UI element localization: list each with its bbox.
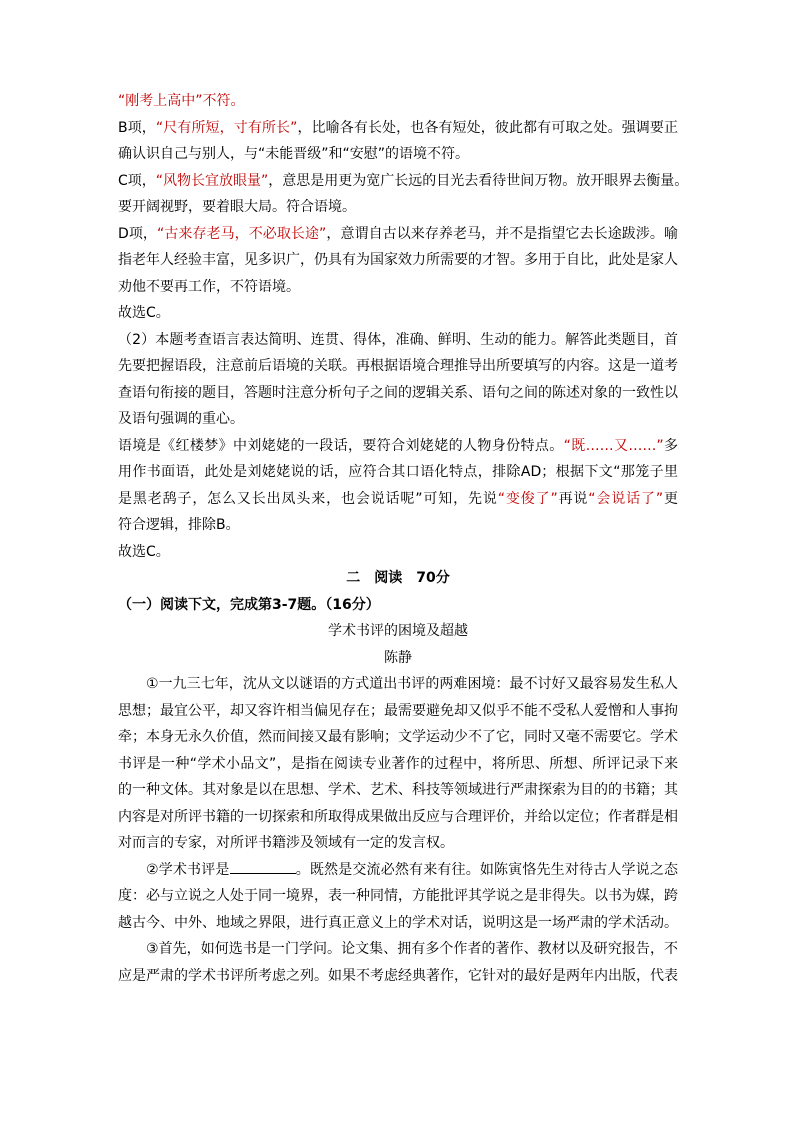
document-page: [118, 88, 689, 989]
answer-line: C项，“风物长宜放眼量”，意思是用更为宽广长远的目光去看待世间万物。放开眼界去衡量。: [118, 172, 689, 189]
article-paragraph-line: ②学术书评是 。既然是交流必然有来有往。如陈寅恪先生对待古人学说之态: [118, 857, 678, 884]
article-paragraph-line: 书评是一种“学术小品文”，是指在阅读专业著作的过程中，将所思、所想、所评记录下来: [118, 755, 678, 772]
quoted-phrase: “会说话了”: [588, 490, 664, 507]
article-paragraph-line: 对而言的专家，对所评书籍涉及领域有一定的发言权。: [118, 835, 454, 851]
quoted-phrase: “古来存老马，不必取长途”: [156, 225, 327, 242]
article-paragraph-line: 度：必与立说之人处于同一境界，表一种同情，方能批评其学说之是非得失。以书为媒，跨: [118, 888, 678, 904]
question-instruction: （一）阅读下文，完成第3-7题。（16分）: [118, 596, 380, 613]
article-paragraph-line: 内容是对所评书籍的一切探索和所取得成果做出反应与合理评价，并给以定位；作者群是相: [118, 808, 678, 825]
answer-choice: 故选C。: [118, 543, 170, 560]
answer-line: 符合逻辑，排除B。: [118, 517, 240, 533]
quoted-phrase: “风物长宜放眼量”: [155, 172, 269, 189]
fill-in-blank: [230, 857, 296, 874]
article-paragraph-line: 思想；最宜公平，却又容许相当偏见存在；最需要避免却又似乎不能不受私人爱憎和人事拘: [118, 702, 678, 719]
article-paragraph-line: 越古今、中外、地域之界限，进行真正意义上的学术对话，说明这是一场严肃的学术活动。: [118, 914, 678, 931]
quoted-phrase: “变俊了”: [497, 490, 558, 507]
answer-line: （2）本题考查语言表达简明、连贯、得体，准确、鲜明、生动的能力。解答此类题目，首: [118, 331, 678, 348]
answer-line: 要开阔视野，要着眼大局。符合语境。: [118, 199, 356, 215]
answer-line: 指老年人经验丰富，见多识广，仍具有为国家效力所需要的才智。多用于自比，此处是家人: [118, 252, 678, 268]
answer-line: 先要把握语段，注意前后语境的关联。再根据语境合理推导出所要填写的内容。这是一道考: [118, 358, 678, 374]
answer-line: D项，“古来存老马，不必取长途”，意谓自古以来存养老马，并不是指望它去长途跋涉。喻: [118, 225, 679, 242]
article-paragraph-line: 应是严肃的学术书评所考虑之列。如果不考虑经典著作，它针对的最好是两年内出版，代表: [118, 967, 678, 984]
article-title: 学术书评的困境及超越: [328, 623, 468, 639]
article-paragraph-line: ③首先，如何选书是一门学问。论文集、拥有多个作者的著作、教材以及研究报告，不: [146, 941, 678, 957]
answer-choice: 故选C。: [118, 305, 170, 321]
answer-line: 是黑老鸹子，怎么又长出凤头来，也会说话呢”可知，先说“变俊了”再说“会说话了”更: [118, 490, 678, 507]
answer-line: 确认识自己与别人，与“未能晋级”和“安慰”的语境不符。: [118, 146, 470, 162]
answer-line: B项，“尺有所短，寸有所长”，比喻各有长处，也各有短处，彼此都有可取之处。强调要正: [118, 119, 679, 136]
section-heading: 二 阅读 70分: [346, 570, 450, 586]
article-paragraph-line: 牵；本身无永久价值，然而间接又最有影响；文学运动少不了它，同时又毫不需要它。学术: [118, 729, 678, 745]
answer-line: 及语句强调的重心。: [118, 411, 244, 427]
quoted-phrase: “尺有所短，寸有所长”: [155, 119, 298, 136]
answer-line: 劝他不要再工作，不符语境。: [118, 278, 300, 295]
answer-line: 语境是《红楼梦》中刘姥姥的一段话，要符合刘姥姥的人物身份特点。“既……又……”多: [118, 437, 678, 454]
article-author: 陈静: [384, 649, 412, 666]
quoted-phrase: “既……又……”: [563, 437, 664, 454]
answer-line: 查语句衔接的题目，答题时注意分析句子之间的逻辑关系、语句之间的陈述对象的一致性以: [118, 384, 678, 401]
article-paragraph-line: ①一九三七年，沈从文以谜语的方式道出书评的两难困境：最不讨好又最容易发生私人: [146, 676, 678, 692]
answer-line: 用作书面语，此处是刘姥姥说的话，应符合其口语化特点，排除AD；根据下文“那笼子里: [118, 464, 678, 480]
article-paragraph-line: 的一种文体。其对象是以在思想、学术、艺术、科技等领域进行严肃探索为目的的书籍；其: [118, 782, 678, 798]
answer-line: “刚考上高中”不符。: [118, 93, 245, 109]
